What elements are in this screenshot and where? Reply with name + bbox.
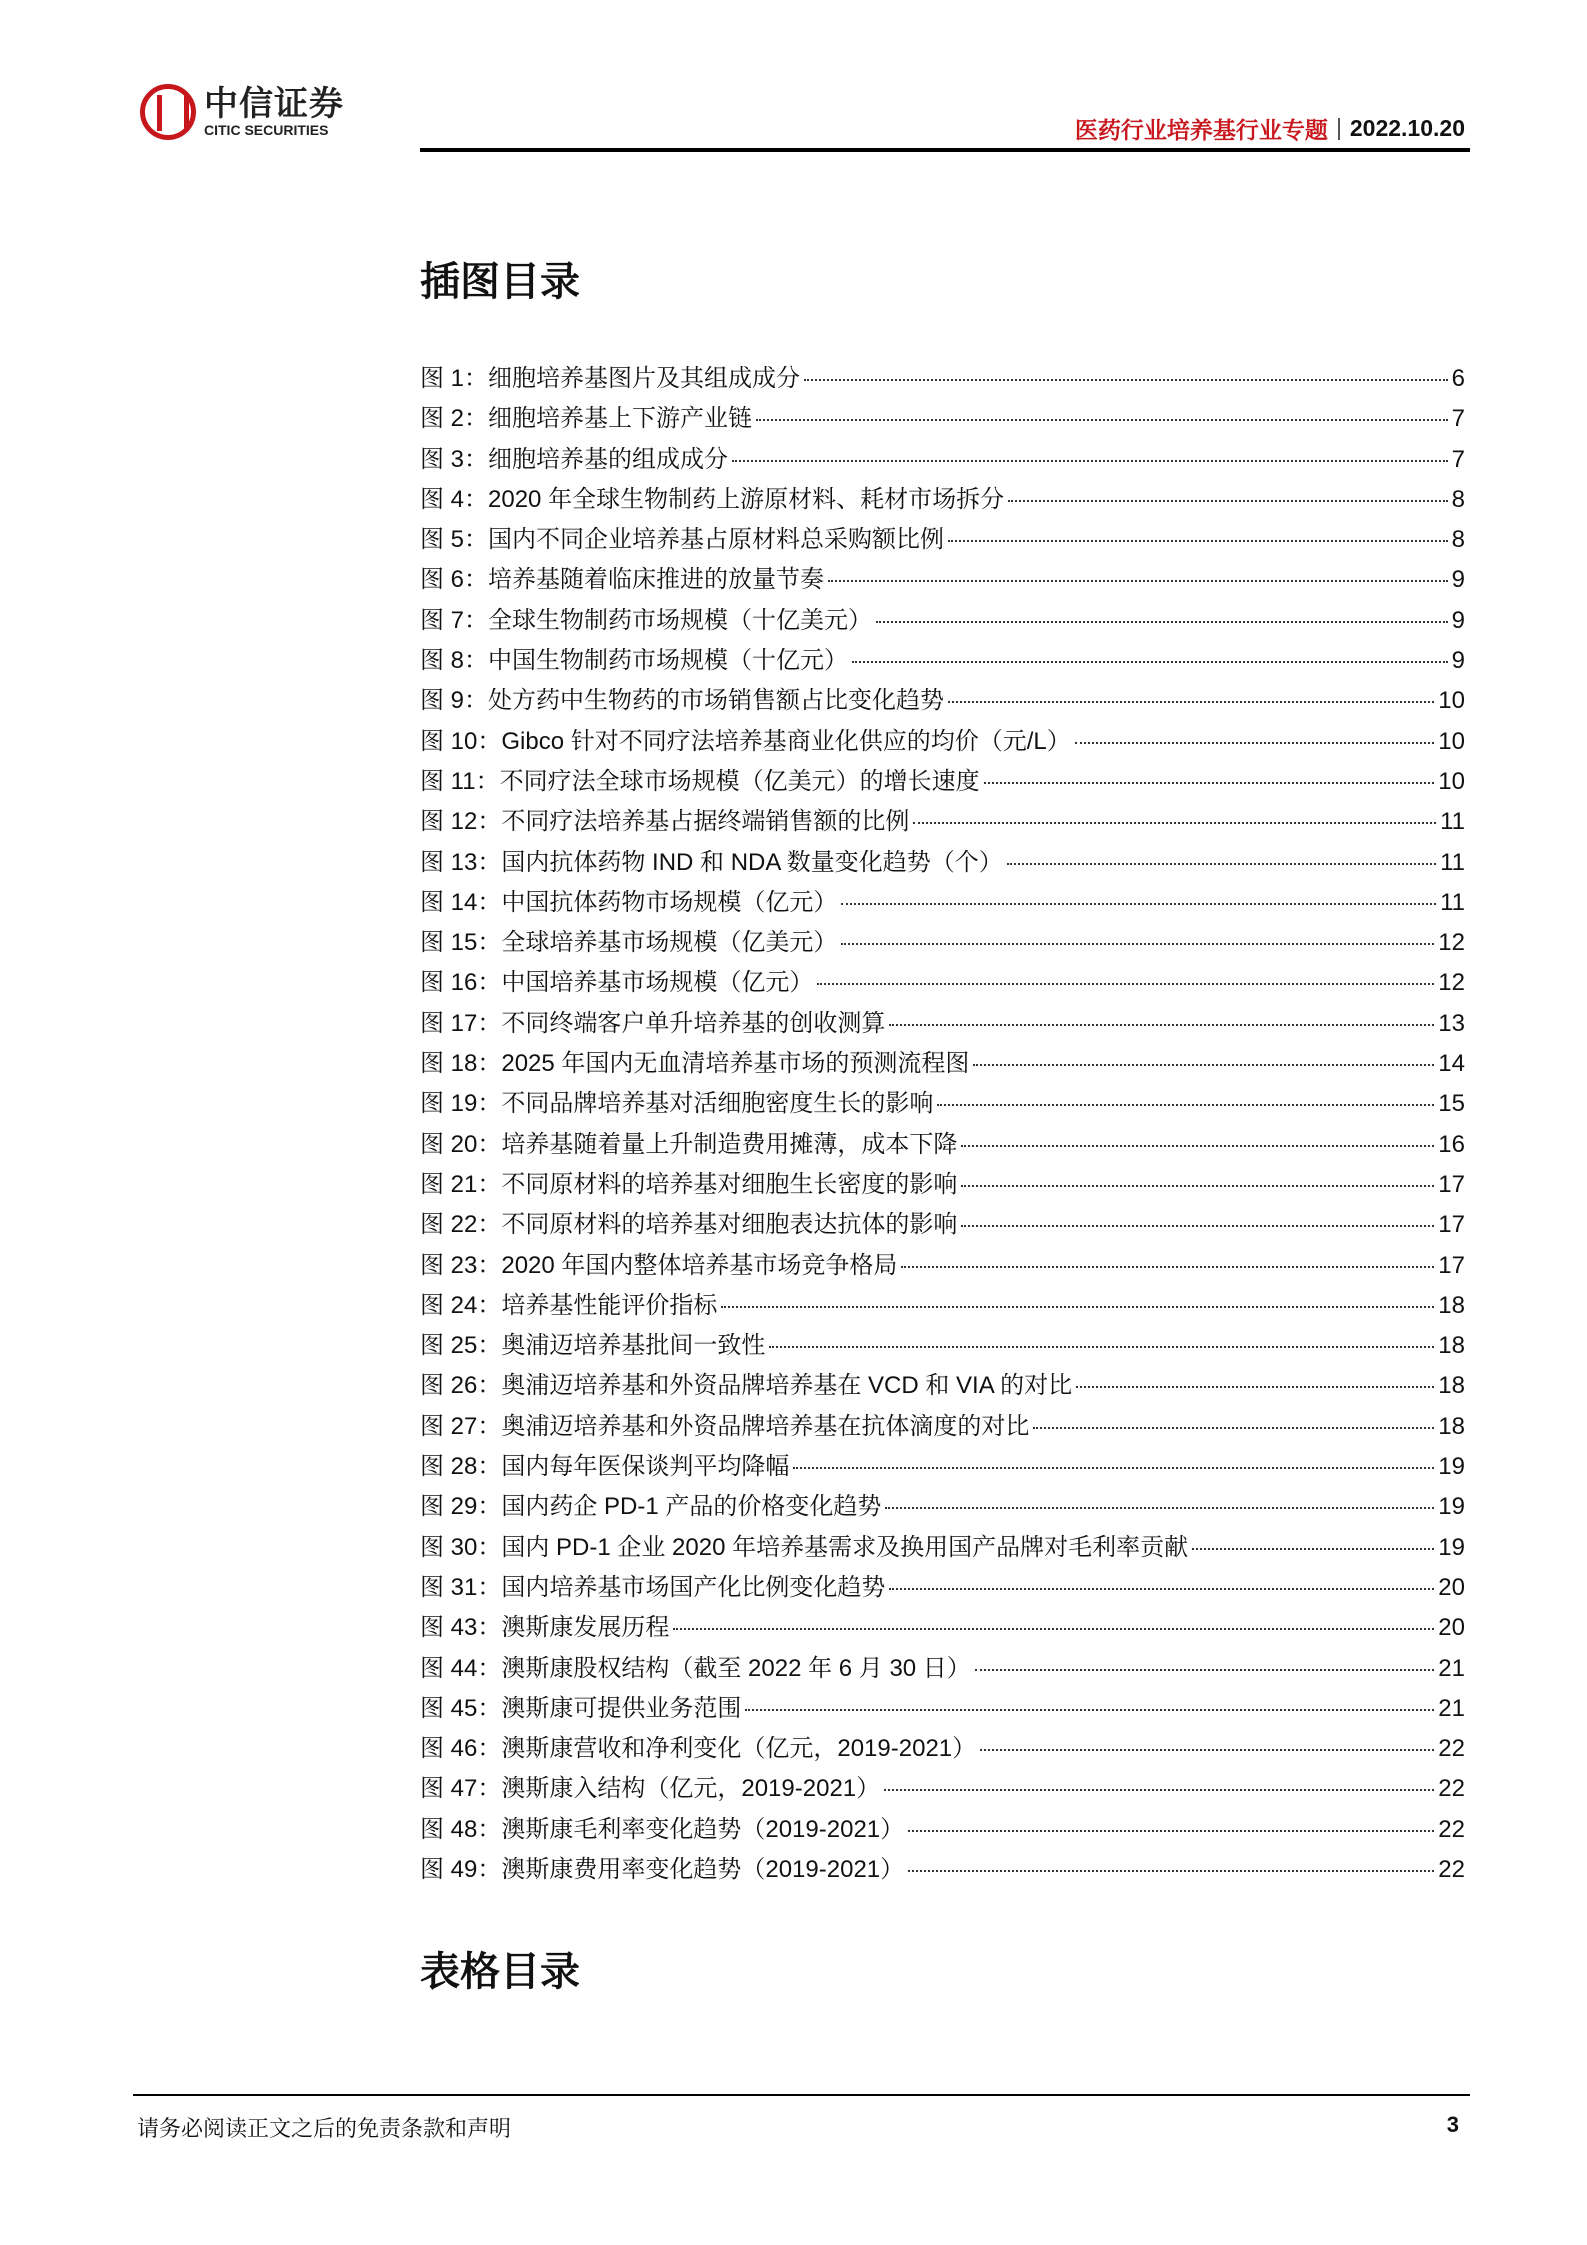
toc-entry-page: 22 [1438, 1855, 1465, 1883]
toc-entry[interactable] [420, 721, 1465, 761]
toc-leader-dots [908, 1830, 1434, 1832]
toc-entry-page: 17 [1438, 1170, 1465, 1198]
toc-entry-page: 8 [1451, 485, 1465, 513]
toc-entry[interactable] [420, 761, 1465, 801]
toc-entry[interactable] [420, 922, 1465, 962]
toc-entry[interactable] [420, 801, 1465, 841]
toc-entry[interactable] [420, 680, 1465, 720]
footer-disclaimer: 请务必阅读正文之后的免责条款和声明 [137, 2116, 512, 2141]
toc-entry[interactable] [420, 1527, 1465, 1567]
toc-leader-dots [984, 782, 1435, 784]
toc-entry-label: 图 14：中国抗体药物市场规模（亿元） [420, 888, 838, 916]
toc-entry[interactable] [420, 1728, 1465, 1768]
toc-entry[interactable] [420, 1688, 1465, 1728]
toc-leader-dots [721, 1306, 1434, 1308]
toc-entry-page: 9 [1451, 566, 1465, 594]
toc-leader-dots [745, 1709, 1434, 1711]
toc-entry-page: 17 [1438, 1211, 1465, 1239]
toc-leader-dots [1007, 863, 1436, 865]
toc-leader-dots [841, 903, 1436, 905]
report-date: 2022.10.20 [1349, 115, 1465, 141]
toc-entry-page: 10 [1438, 727, 1465, 755]
toc-entry[interactable] [420, 398, 1465, 438]
toc-entry-label: 图 17：不同终端客户单升培养基的创收测算 [420, 1009, 886, 1037]
toc-entry-label: 图 26：奥浦迈培养基和外资品牌培养基在 VCD 和 VIA 的对比 [420, 1372, 1073, 1400]
toc-entry-page: 11 [1440, 888, 1465, 916]
toc-entry-label: 图 19：不同品牌培养基对活细胞密度生长的影响 [420, 1090, 934, 1118]
toc-entry[interactable] [420, 479, 1465, 519]
toc-entry-label: 图 48：澳斯康毛利率变化趋势（2019-2021） [420, 1815, 905, 1843]
toc-entry[interactable] [420, 519, 1465, 559]
toc-entry[interactable] [420, 1849, 1465, 1889]
toc-entry-label: 图 6：培养基随着临床推进的放量节奏 [420, 566, 825, 594]
toc-entry-page: 17 [1438, 1251, 1465, 1279]
toc-entry[interactable] [420, 640, 1465, 680]
toc-entry-page: 12 [1438, 969, 1465, 997]
toc-entry[interactable] [420, 358, 1465, 398]
toc-entry[interactable] [420, 1607, 1465, 1647]
toc-entry-page: 7 [1451, 405, 1465, 433]
toc-entry[interactable] [420, 1204, 1465, 1244]
toc-entry-page: 13 [1438, 1009, 1465, 1037]
toc-entry-label: 图 24：培养基性能评价指标 [420, 1291, 718, 1319]
toc-entry-page: 21 [1438, 1654, 1465, 1682]
toc-leader-dots [885, 1507, 1434, 1509]
toc-entry[interactable] [420, 1446, 1465, 1486]
header-rule [420, 148, 1470, 152]
toc-entry-label: 图 11：不同疗法全球市场规模（亿美元）的增长速度 [420, 767, 980, 795]
toc-entry-label: 图 2：细胞培养基上下游产业链 [420, 405, 753, 433]
toc-entry-label: 图 27：奥浦迈培养基和外资品牌培养基在抗体滴度的对比 [420, 1412, 1030, 1440]
citic-logo-mark-icon [140, 84, 196, 140]
toc-entry[interactable] [420, 1083, 1465, 1123]
toc-entry-page: 8 [1451, 526, 1465, 554]
toc-leader-dots [817, 983, 1434, 985]
toc-entry-label: 图 23：2020 年国内整体培养基市场竞争格局 [420, 1251, 898, 1279]
toc-entry-label: 图 4：2020 年全球生物制药上游原材料、耗材市场拆分 [420, 485, 1005, 513]
toc-entry[interactable] [420, 1043, 1465, 1083]
toc-leader-dots [980, 1749, 1434, 1751]
toc-entry-label: 图 29：国内药企 PD-1 产品的价格变化趋势 [420, 1493, 882, 1521]
toc-entry[interactable] [420, 1809, 1465, 1849]
toc-leader-dots [937, 1104, 1434, 1106]
toc-entry-label: 图 15：全球培养基市场规模（亿美元） [420, 929, 838, 957]
toc-leader-dots [961, 1225, 1434, 1227]
toc-entry-page: 20 [1438, 1614, 1465, 1642]
toc-entry-label: 图 9：处方药中生物药的市场销售额占比变化趋势 [420, 687, 945, 715]
toc-entry-page: 19 [1438, 1493, 1465, 1521]
toc-entry-page: 9 [1451, 606, 1465, 634]
toc-entry[interactable] [420, 600, 1465, 640]
toc-entry-page: 15 [1438, 1090, 1465, 1118]
toc-entry-label: 图 44：澳斯康股权结构（截至 2022 年 6 月 30 日） [420, 1654, 971, 1682]
toc-entry-page: 19 [1438, 1533, 1465, 1561]
toc-entry-page: 18 [1438, 1332, 1465, 1360]
page-number: 3 [1446, 2112, 1459, 2137]
toc-entry-page: 22 [1438, 1815, 1465, 1843]
report-header [1075, 112, 1465, 145]
toc-entry-label: 图 3：细胞培养基的组成成分 [420, 445, 729, 473]
toc-entry[interactable] [420, 842, 1465, 882]
toc-leader-dots [852, 661, 1448, 663]
toc-entry-label: 图 7：全球生物制药市场规模（十亿美元） [420, 606, 873, 634]
toc-entry-page: 18 [1438, 1291, 1465, 1319]
toc-leader-dots [769, 1346, 1434, 1348]
toc-entry-page: 19 [1438, 1453, 1465, 1481]
toc-entry[interactable] [420, 962, 1465, 1002]
toc-leader-dots [889, 1024, 1434, 1026]
toc-entry-page: 12 [1438, 929, 1465, 957]
toc-leader-dots [975, 1669, 1434, 1671]
toc-leader-dots [901, 1266, 1434, 1268]
toc-entry-label: 图 21：不同原材料的培养基对细胞生长密度的影响 [420, 1170, 958, 1198]
toc-entry-label: 图 1：细胞培养基图片及其组成成分 [420, 365, 801, 392]
toc-entry-page: 18 [1438, 1372, 1465, 1400]
tables-toc-title: 表格目录 [420, 1950, 580, 1994]
toc-leader-dots [756, 419, 1448, 421]
toc-entry-page: 7 [1451, 445, 1465, 473]
toc-entry-label: 图 5：国内不同企业培养基占原材料总采购额比例 [420, 526, 945, 554]
toc-entry-label: 图 10：Gibco 针对不同疗法培养基商业化供应的均价（元/L） [420, 727, 1071, 755]
toc-entry-label: 图 13：国内抗体药物 IND 和 NDA 数量变化趋势（个） [420, 848, 1003, 876]
toc-entry-page: 11 [1440, 848, 1465, 876]
citic-logo [140, 84, 344, 140]
toc-entry-page: 22 [1438, 1775, 1465, 1803]
toc-entry[interactable] [420, 1124, 1465, 1164]
report-topic: 医药行业培养基行业专题 [1074, 117, 1328, 143]
toc-leader-dots [732, 460, 1448, 462]
toc-entry-page: 16 [1438, 1130, 1465, 1158]
logo-cn-text: 中信证券 [204, 85, 344, 123]
toc-entry-page: 21 [1438, 1694, 1465, 1722]
toc-leader-dots [1076, 1386, 1434, 1388]
toc-entry-label: 图 25：奥浦迈培养基批间一致性 [420, 1332, 766, 1360]
toc-entry[interactable] [420, 1486, 1465, 1526]
toc-entry-page: 18 [1438, 1412, 1465, 1440]
toc-entry[interactable] [420, 1003, 1465, 1043]
toc-entry-label: 图 43：澳斯康发展历程 [420, 1614, 670, 1642]
toc-leader-dots [948, 701, 1434, 703]
toc-entry-label: 图 18：2025 年国内无血清培养基市场的预测流程图 [420, 1050, 970, 1078]
toc-leader-dots [1075, 742, 1435, 744]
toc-entry-label: 图 46：澳斯康营收和净利变化（亿元，2019-2021） [420, 1735, 977, 1763]
toc-leader-dots [673, 1628, 1434, 1630]
toc-leader-dots [889, 1588, 1434, 1590]
toc-entry-label: 图 12：不同疗法培养基占据终端销售额的比例 [420, 808, 910, 836]
toc-entry-label: 图 16：中国培养基市场规模（亿元） [420, 969, 814, 997]
toc-entry-label: 图 30：国内 PD-1 企业 2020 年培养基需求及换用国产品牌对毛利率贡献 [420, 1533, 1189, 1561]
toc-leader-dots [973, 1064, 1434, 1066]
toc-entry-page: 9 [1451, 647, 1465, 675]
toc-leader-dots [828, 580, 1448, 582]
header-separator [1338, 118, 1340, 140]
toc-entry[interactable] [420, 1285, 1465, 1325]
toc-entry-page: 14 [1438, 1050, 1465, 1078]
toc-entry-label: 图 31：国内培养基市场国产化比例变化趋势 [420, 1573, 886, 1601]
toc-entry-label: 图 49：澳斯康费用率变化趋势（2019-2021） [420, 1855, 905, 1883]
toc-entry-label: 图 22：不同原材料的培养基对细胞表达抗体的影响 [420, 1211, 958, 1239]
toc-leader-dots [1192, 1548, 1434, 1550]
toc-leader-dots [908, 1870, 1434, 1872]
toc-entry[interactable] [420, 1325, 1465, 1365]
toc-entry[interactable] [420, 1365, 1465, 1405]
toc-entry-label: 图 8：中国生物制药市场规模（十亿元） [420, 647, 849, 675]
toc-leader-dots [948, 540, 1448, 542]
figures-toc-list [420, 358, 1465, 1889]
toc-leader-dots [913, 822, 1436, 824]
toc-leader-dots [884, 1789, 1434, 1791]
toc-entry[interactable] [420, 882, 1465, 922]
toc-entry-page: 10 [1438, 767, 1465, 795]
toc-entry-label: 图 20：培养基随着量上升制造费用摊薄，成本下降 [420, 1130, 958, 1158]
toc-entry[interactable] [420, 559, 1465, 599]
toc-entry[interactable] [420, 1768, 1465, 1808]
toc-entry[interactable] [420, 439, 1465, 479]
toc-leader-dots [1008, 500, 1448, 502]
toc-entry-page: 20 [1438, 1573, 1465, 1601]
toc-leader-dots [804, 379, 1448, 381]
logo-en-text: CITIC SECURITIES [204, 122, 329, 138]
toc-entry-label: 图 45：澳斯康可提供业务范围 [420, 1694, 742, 1722]
footer-rule [133, 2094, 1470, 2096]
toc-entry[interactable] [420, 1567, 1465, 1607]
toc-entry[interactable] [420, 1406, 1465, 1446]
toc-entry-page: 10 [1438, 687, 1465, 715]
toc-leader-dots [961, 1145, 1434, 1147]
toc-entry[interactable] [420, 1245, 1465, 1285]
toc-entry-page: 11 [1440, 808, 1465, 836]
toc-entry-label: 图 47：澳斯康入结构（亿元，2019-2021） [420, 1775, 881, 1803]
toc-leader-dots [793, 1467, 1434, 1469]
toc-entry-page: 22 [1438, 1735, 1465, 1763]
toc-leader-dots [876, 621, 1448, 623]
toc-leader-dots [841, 943, 1434, 945]
toc-entry-label: 图 28：国内每年医保谈判平均降幅 [420, 1453, 790, 1481]
toc-leader-dots [1033, 1427, 1434, 1429]
figures-toc-title: 插图目录 [420, 260, 580, 304]
toc-entry[interactable] [420, 1648, 1465, 1688]
toc-leader-dots [961, 1185, 1434, 1187]
toc-entry-page: 6 [1451, 365, 1465, 392]
toc-entry[interactable] [420, 1164, 1465, 1204]
